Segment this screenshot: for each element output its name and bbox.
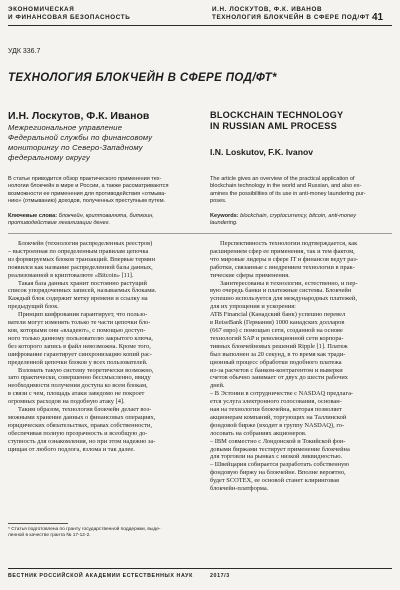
keywords-label: Ключевые слова: <box>8 213 58 219</box>
abstract-line: В статье приводится обзор практического применения тех- <box>8 176 162 182</box>
affiliation-line: федеральному округу <box>8 153 90 162</box>
body-line: шифрование гарантирует синхронизацию копий рас- <box>8 350 152 358</box>
body-line: Такая база данных хранит постоянно растущий <box>18 279 147 287</box>
body-line: вую очередь банки и платежные системы. Блокчейн <box>210 287 352 295</box>
body-line: огромных расходов на подобную атаку [4]. <box>8 398 125 406</box>
body-line: из-за расчетов с банком-контрагентом и выверки <box>210 366 343 374</box>
body-line: что мировые лидеры в сфере IT и финансов ведут раз- <box>210 255 358 263</box>
abstract-line: The article gives an overview of the practical application of <box>210 176 355 182</box>
body-line: в связи с чем, площадь атаки заведомо не покроет <box>8 390 145 398</box>
body-line: ного только данному пользователю закрытого ключа, <box>8 334 153 342</box>
body-line: появился как название распределенной базы данных, <box>8 263 153 271</box>
body-line: обеспечивая полную прозрачность и всеобщую до- <box>8 429 148 437</box>
header-section-line-2: И ФИНАНСОВАЯ БЕЗОПАСНОСТЬ <box>8 14 131 21</box>
article-title-en <box>210 110 343 132</box>
keywords-en <box>210 213 392 228</box>
abstract-line: amines the possibilities of its use in anti-money laundering pur- <box>210 190 366 197</box>
affiliation-line: Федеральной службы по финансовому <box>8 133 153 142</box>
authors-ru: И.Н. Лоскутов, Ф.К. Иванов <box>8 110 150 122</box>
body-line: довыми биржами тестирует применение блокчейна <box>210 445 350 453</box>
body-line: юридических обязательствах, правах собственности, <box>8 421 152 429</box>
body-line: фондовой бирже (входит в группу NASDAQ), го- <box>210 421 345 429</box>
title-en-line: BLOCKCHAIN TECHNOLOGY <box>210 110 344 120</box>
body-line: – IBM совместно с Лондонской и Токийской фон- <box>210 437 346 445</box>
body-line: – Швейцария собирается разработать собственную <box>210 461 350 469</box>
body-line: список упорядоченных записей, называемых блоками. <box>8 287 157 295</box>
body-line: предыдущий блок. <box>8 303 59 311</box>
title-en-line: IN RUSSIAN AML PROCESS <box>210 121 337 131</box>
body-line: в ReiseBank (Германия) 1000 канадских долларов <box>210 319 345 327</box>
body-line: зато практически, совершенно бессмысленно, ввиду <box>8 374 151 382</box>
journal-issue: 2017/3 <box>210 573 230 579</box>
body-line: тивных блокчейновых решений Ripple [1]. Платеж <box>210 342 348 350</box>
body-line: лосовать на собраниях акционеров. <box>210 429 307 437</box>
authors-en: I.N. Loskutov, F.K. Ivanov <box>210 147 313 157</box>
keywords-ru <box>8 213 198 228</box>
footnote-rule <box>8 523 68 524</box>
keywords-text: blockchain, cryptocurrency, bitcoin, anti-money <box>238 213 357 219</box>
abstract-line: нологии блокчейн в мире и России, а также рассматриваются <box>8 183 169 190</box>
keywords-text: laundering. <box>210 220 238 227</box>
body-line: был выполнен за 20 секунд, в то время как тради- <box>210 350 346 358</box>
body-line: для их упрощения и ускорения: <box>210 303 296 311</box>
body-line: успешно используется для международных платежей, <box>210 295 357 303</box>
abstract-line: poses. <box>210 197 227 204</box>
article-title-ru: ТЕХНОЛОГИЯ БЛОКЧЕЙН В СФЕРЕ ПОД/ФТ* <box>8 72 277 84</box>
abstract-ru <box>8 176 198 205</box>
body-column-right <box>210 240 392 493</box>
running-header-section <box>8 6 130 22</box>
body-line: ступность для ознакомления, но при этом надежно за- <box>8 437 156 445</box>
body-line: для торговли на рынках с низкой ликвидностью. <box>210 453 343 461</box>
body-line: ется услуга электронного голосования, основан- <box>210 398 342 406</box>
footnote-line: ленной в качестве гранта № 17-12-2. <box>8 533 91 539</box>
body-line: акционерам компаний, торгующих на Таллинской <box>210 413 347 421</box>
body-line: пределенной цепочки блоков у всех пользователей. <box>8 358 148 366</box>
footnote-line: * Статья подготовлена по гранту государственной поддержки, выде- <box>8 527 161 532</box>
udk-code: УДК 336.7 <box>8 48 41 55</box>
header-section-line-1: ЭКОНОМИЧЕСКАЯ <box>8 6 75 13</box>
body-line: Таким образом, технология блокчейн делает воз- <box>18 406 152 414</box>
body-line: Блокчейн (технология распределенных реестров) <box>18 240 153 247</box>
body-line: (667 евро) с помощью сети, созданной на основе <box>210 326 343 334</box>
body-line: тические сферы применения. <box>210 271 290 279</box>
body-column-left <box>8 240 198 453</box>
body-line: технологий SAP и революционной сети корпора- <box>210 334 344 342</box>
body-line: ватели могут изменять только те части цепочки бло- <box>8 319 151 327</box>
keywords-label: Keywords: <box>210 213 239 219</box>
body-line: будет SCOTEX, ее основой станет клиринговая <box>210 477 339 485</box>
body-line: Взломать такую систему теоретически возможно, <box>18 366 154 374</box>
body-line: реализованной в криптовалюте «Bitcoin» [11]. <box>8 271 134 279</box>
body-line: можными хранение данных о финансовых операциях, <box>8 413 156 421</box>
affiliation-line: мониторингу по Северо-Западному <box>8 143 143 152</box>
body-line: счетов обычно занимает от двух до шести рабочих <box>210 374 348 382</box>
body-line: ционный процесс обработки подобного платежа <box>210 358 342 366</box>
affiliation-line: Межрегиональное управление <box>8 123 123 132</box>
body-line: необходимости получения доступа ко всем блокам, <box>8 382 148 390</box>
header-rule <box>8 25 392 26</box>
page-number: 41 <box>372 12 384 23</box>
header-article-title: ТЕХНОЛОГИЯ БЛОКЧЕЙН В СФЕРЕ ПОД/ФТ <box>212 14 370 21</box>
body-line: фондовую биржу на блокчейне. Вполне вероятно, <box>210 469 346 477</box>
keywords-text: блокчейн, криптовалюта, биткоин, <box>57 213 154 219</box>
abstract-line: возможности ее применения для противодействия «отмыва- <box>8 190 167 197</box>
abstract-divider <box>8 233 392 234</box>
footer-rule <box>8 568 392 569</box>
running-header-article <box>212 6 370 22</box>
header-authors: И.Н. ЛОСКУТОВ, Ф.К. ИВАНОВ <box>212 6 323 13</box>
body-line: блокчейн-платформа. <box>210 485 269 493</box>
body-line: из формируемых блоков транзакций. Впервые термин <box>8 255 156 263</box>
body-line: дней. <box>210 382 225 390</box>
journal-name: ВЕСТНИК РОССИЙСКОЙ АКАДЕМИИ ЕСТЕСТВЕННЫХ НАУК <box>8 573 193 579</box>
footnote <box>8 527 198 539</box>
abstract-line: нию» (отмыванию) доходов, полученных преступным путем. <box>8 197 166 204</box>
keywords-text: противодействие легализации денег. <box>8 220 111 227</box>
abstract-en <box>210 176 392 205</box>
body-line: – В Эстонии в сотрудничестве с NASDAQ предлага- <box>210 390 354 398</box>
body-line: ATB Financial (Канадский банк) успешно перевел <box>210 311 346 319</box>
abstract-line: blockchain technology in the world and Russian, and also ex- <box>210 183 362 190</box>
body-line: щищая от любого подлога, взлома и так далее. <box>8 445 135 453</box>
body-line: ков, которыми они «владеют», с помощью доступ- <box>8 326 146 334</box>
body-line: без которого запись в файл невозможна. Кроме того, <box>8 342 151 350</box>
body-line: – выстроенная по определенным правилам цепочка <box>8 247 149 255</box>
body-line: работки, связанные с внедрением технологии в прак- <box>210 263 355 271</box>
body-line: расширением сфер ее применения, так и тем фактом, <box>210 247 355 255</box>
body-line: Принцип шифрования гарантирует, что пользо- <box>18 311 148 319</box>
body-line: Заинтересованы в технологии, естественно, и пер- <box>220 279 358 287</box>
affiliation-ru <box>8 123 198 163</box>
body-line: ная на технологии блокчейна, которая позволяет <box>210 406 342 414</box>
body-line: Перспективность технологии подтверждается, как <box>220 240 358 247</box>
body-line: Каждый блок содержит метку времени и ссылку на <box>8 295 148 303</box>
